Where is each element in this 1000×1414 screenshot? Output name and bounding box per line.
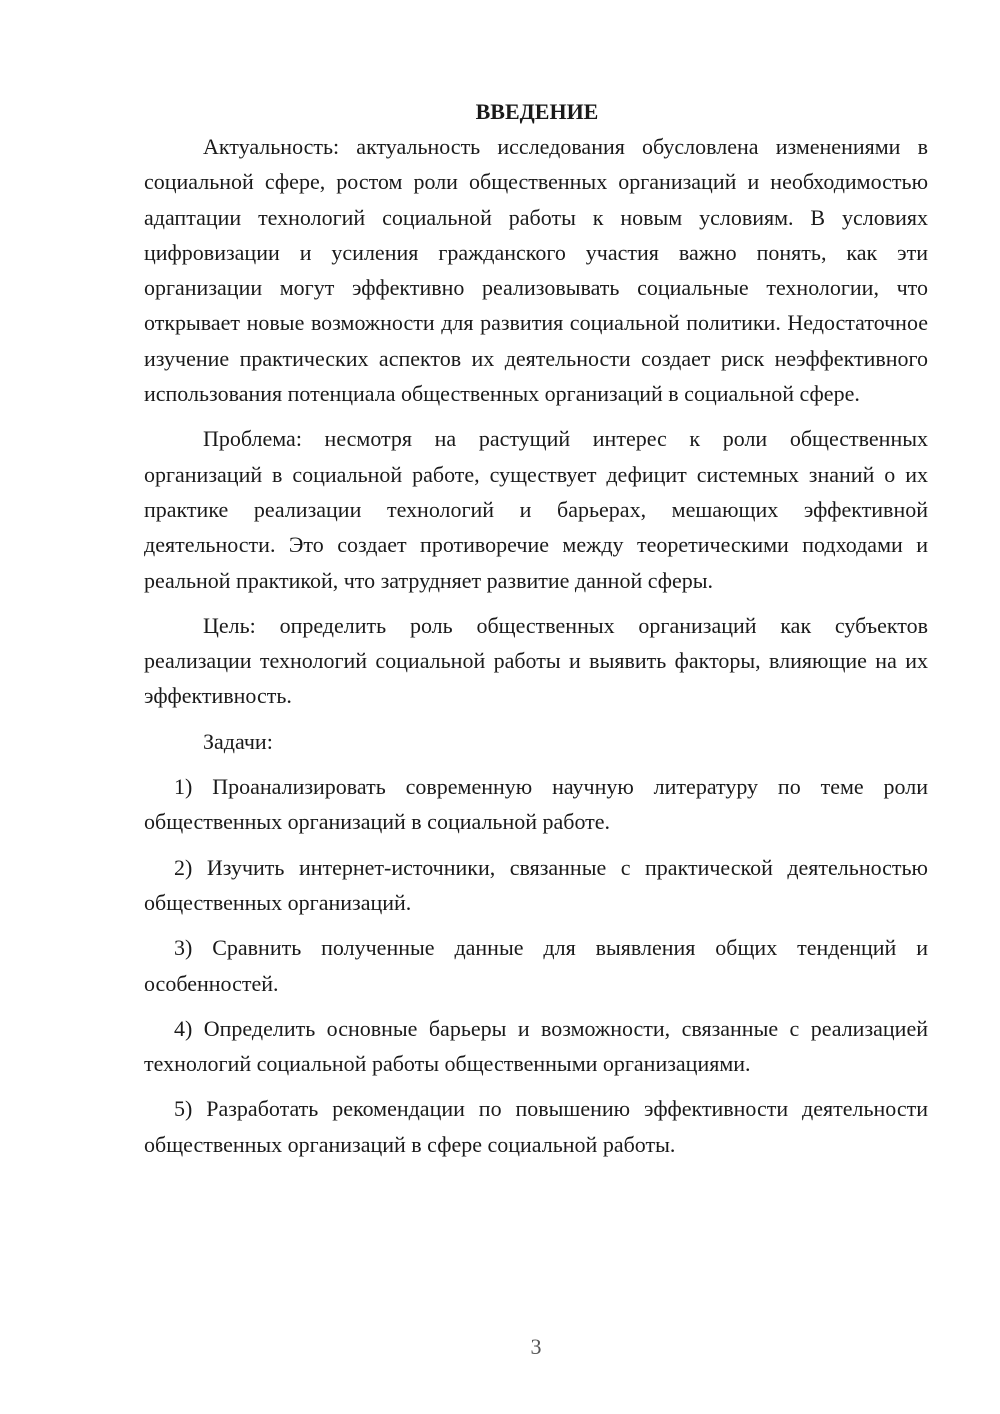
task-item-1: 1) Проанализировать современную научную литературу по теме роли общественных организаций в социальной работе. bbox=[144, 774, 928, 835]
task-item-3: 3) Сравнить полученные данные для выявления общих тенденций и особенностей. bbox=[144, 935, 928, 996]
paragraph-relevance: Актуальность: актуальность исследования обусловлена изменениями в социальной сфере, ростом роли общественных организаций и необходимостью адаптации технологий социальной работы к новым условиям. В условиях цифровизации и усиления гражданского участия важно понять, как эти организации могут эффективно реализовывать социальные технологии, что открывает новые возможности для развития социальной политики. Недостаточное изучение практических аспектов их деятельности создает риск неэффективного использования потенциала общественных организаций в социальной сфере. bbox=[144, 134, 928, 407]
task-item-2: 2) Изучить интернет-источники, связанные с практической деятельностью общественных организаций. bbox=[144, 854, 928, 915]
paragraph-goal: Цель: определить роль общественных организаций как субъектов реализации технологий социальной работы и выявить факторы, влияющие на их эффективность. bbox=[144, 612, 928, 709]
page-content bbox=[144, 94, 928, 1172]
tasks-heading: Задачи: bbox=[203, 728, 273, 754]
task-item-5: 5) Разработать рекомендации по повышению эффективности деятельности общественных организаций в сфере социальной работы. bbox=[144, 1096, 928, 1157]
task-item-4: 4) Определить основные барьеры и возможности, связанные с реализацией технологий социальной работы общественными организациями. bbox=[144, 1015, 928, 1077]
section-title: ВВЕДЕНИЕ bbox=[475, 99, 599, 124]
paragraph-problem: Проблема: несмотря на растущий интерес к роли общественных организаций в социальной работе, существует дефицит системных знаний о их практике реализации технологий и барьерах, мешающих эффективной деятельности. Это создает противоречие между теоретическими подходами и реальной практикой, что затрудняет развитие данной сферы. bbox=[144, 426, 928, 593]
page-number: 3 bbox=[530, 1334, 542, 1359]
